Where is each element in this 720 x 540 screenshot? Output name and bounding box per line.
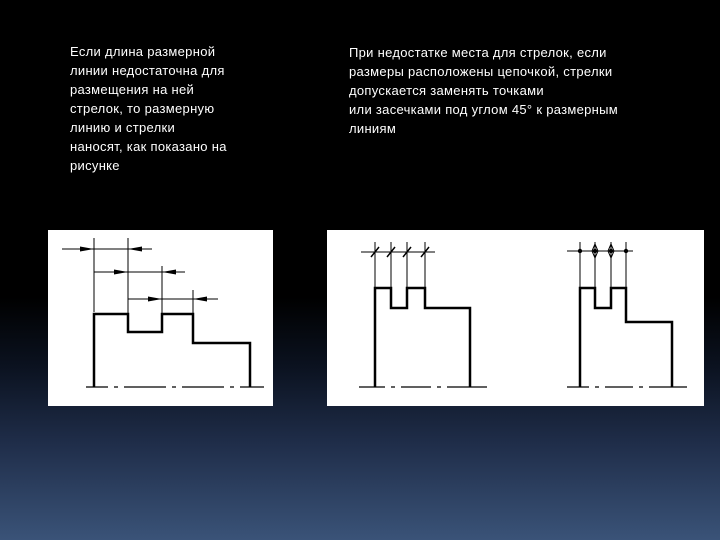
arrow-icon	[80, 247, 94, 252]
left-paragraph: Если длина размерной линии недостаточна для размещения на ней стрелок, то размерную линию и стрелки наносят, как показано на рисунке	[70, 44, 227, 173]
ticks-45-figure	[359, 242, 487, 387]
dot-icon	[578, 249, 582, 253]
arrow-icon	[193, 297, 207, 302]
arrow-icon	[162, 270, 176, 275]
figure-arrows-outside	[48, 230, 273, 406]
ticks-dots-drawing	[327, 230, 704, 406]
arrow-icon	[114, 270, 128, 275]
arrow-icon	[128, 247, 142, 252]
dot-icon	[593, 249, 597, 253]
arrow-icon	[148, 297, 162, 302]
dots-figure	[567, 242, 687, 387]
dot-icon	[624, 249, 628, 253]
part-outline	[375, 288, 470, 387]
part-outline	[94, 314, 250, 387]
right-paragraph: При недостатке места для стрелок, если размеры расположены цепочкой, стрелки допускается заменять точками или засечками под углом 45° к размерным линиям	[349, 45, 619, 136]
part-outline	[580, 288, 672, 387]
arrows-outside-drawing	[48, 230, 273, 406]
figure-ticks-and-dots	[327, 230, 704, 406]
dot-icon	[609, 249, 613, 253]
